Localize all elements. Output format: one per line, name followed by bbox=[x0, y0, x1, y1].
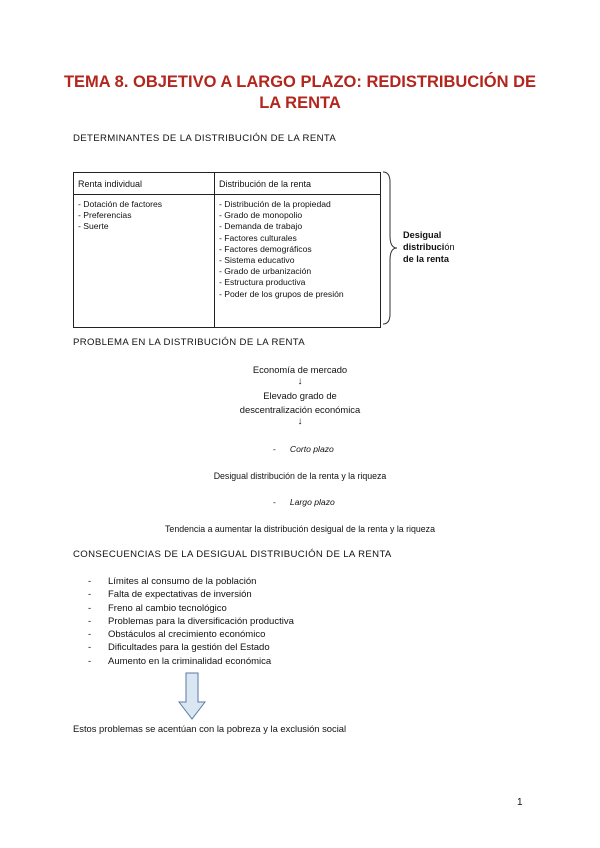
curly-brace-icon bbox=[381, 170, 399, 326]
list-item: - Sistema educativo bbox=[219, 255, 295, 266]
brace-label bbox=[403, 229, 455, 265]
dash-bullet: - bbox=[273, 497, 276, 507]
section-heading-consecuencias: CONSECUENCIAS DE LA DESIGUAL DISTRIBUCIÓN DE LA RENTA bbox=[73, 549, 392, 560]
table-cell-individual bbox=[74, 195, 215, 328]
list-item: - Preferencias bbox=[78, 210, 132, 221]
list-item: - Dificultades para la gestión del Estado bbox=[88, 642, 270, 654]
flow-step-decentralization-2: descentralización económica bbox=[239, 404, 361, 415]
down-arrow-icon: ↓ bbox=[297, 416, 303, 427]
list-item: - Estructura productiva bbox=[219, 277, 306, 288]
list-item: - Grado de monopolio bbox=[219, 210, 303, 221]
short-term-text: Corto plazo bbox=[289, 444, 334, 454]
table-header-individual: Renta individual bbox=[74, 173, 215, 195]
flow-result-tendency: Tendencia a aumentar la distribución desigual de la renta y la riqueza bbox=[165, 524, 435, 534]
consequences-list bbox=[88, 575, 294, 668]
block-arrow-down-icon bbox=[178, 672, 206, 720]
list-item: - Factores demográficos bbox=[219, 243, 312, 254]
table-header-distribution: Distribución de la renta bbox=[215, 173, 381, 195]
list-item: - Freno al cambio tecnológico bbox=[88, 602, 227, 614]
title-line-2: LA RENTA bbox=[259, 94, 341, 112]
long-term-label bbox=[273, 497, 335, 507]
list-item: - Límites al consumo de la población bbox=[88, 576, 257, 587]
brace-label-part-b: ón bbox=[444, 242, 455, 252]
brace-label-line-2 bbox=[403, 241, 455, 253]
long-term-text: Largo plazo bbox=[289, 497, 335, 507]
brace-label-line-3: de la renta bbox=[403, 254, 449, 264]
down-arrow-icon: ↓ bbox=[297, 376, 303, 387]
page-number: 1 bbox=[517, 797, 523, 808]
brace-label-line-1: Desigual bbox=[403, 230, 442, 240]
list-item: - Problemas para la diversificación productiva bbox=[88, 615, 294, 627]
flow-result-unequal: Desigual distribución de la renta y la riqueza bbox=[213, 471, 387, 481]
table-cell-distribution bbox=[215, 195, 381, 328]
list-item: - Grado de urbanización bbox=[219, 266, 312, 277]
dash-bullet: - bbox=[273, 444, 276, 454]
list-item: - Poder de los grupos de presión bbox=[219, 288, 344, 299]
short-term-label bbox=[273, 444, 334, 454]
brace-label-part-a: distribuci bbox=[403, 242, 445, 252]
list-item: - Factores culturales bbox=[219, 232, 297, 243]
list-item: - Obstáculos al crecimiento económico bbox=[88, 629, 266, 641]
determinants-table bbox=[73, 172, 381, 328]
table-header-row bbox=[74, 173, 381, 195]
flow-step-decentralization-1: Elevado grado de bbox=[263, 390, 337, 401]
list-item: - Suerte bbox=[78, 221, 109, 232]
list-item: - Demanda de trabajo bbox=[219, 221, 303, 232]
list-item: - Distribución de la propiedad bbox=[219, 199, 331, 209]
list-item: - Falta de expectativas de inversión bbox=[88, 589, 252, 601]
section-heading-problema: PROBLEMA EN LA DISTRIBUCIÓN DE LA RENTA bbox=[73, 337, 306, 348]
title-line-1: TEMA 8. OBJETIVO A LARGO PLAZO: REDISTRIBUCIÓN DE bbox=[63, 73, 537, 91]
table-body-row bbox=[74, 195, 381, 328]
section-heading-determinantes: DETERMINANTES DE LA DISTRIBUCIÓN DE LA RENTA bbox=[73, 133, 337, 144]
conclusion-text: Estos problemas se acentúan con la pobreza y la exclusión social bbox=[73, 723, 347, 734]
flow-step-market: Economía de mercado bbox=[252, 364, 348, 375]
list-item: - Aumento en la criminalidad económica bbox=[88, 655, 272, 667]
list-item: - Dotación de factores bbox=[78, 199, 163, 209]
page-title bbox=[60, 72, 540, 114]
